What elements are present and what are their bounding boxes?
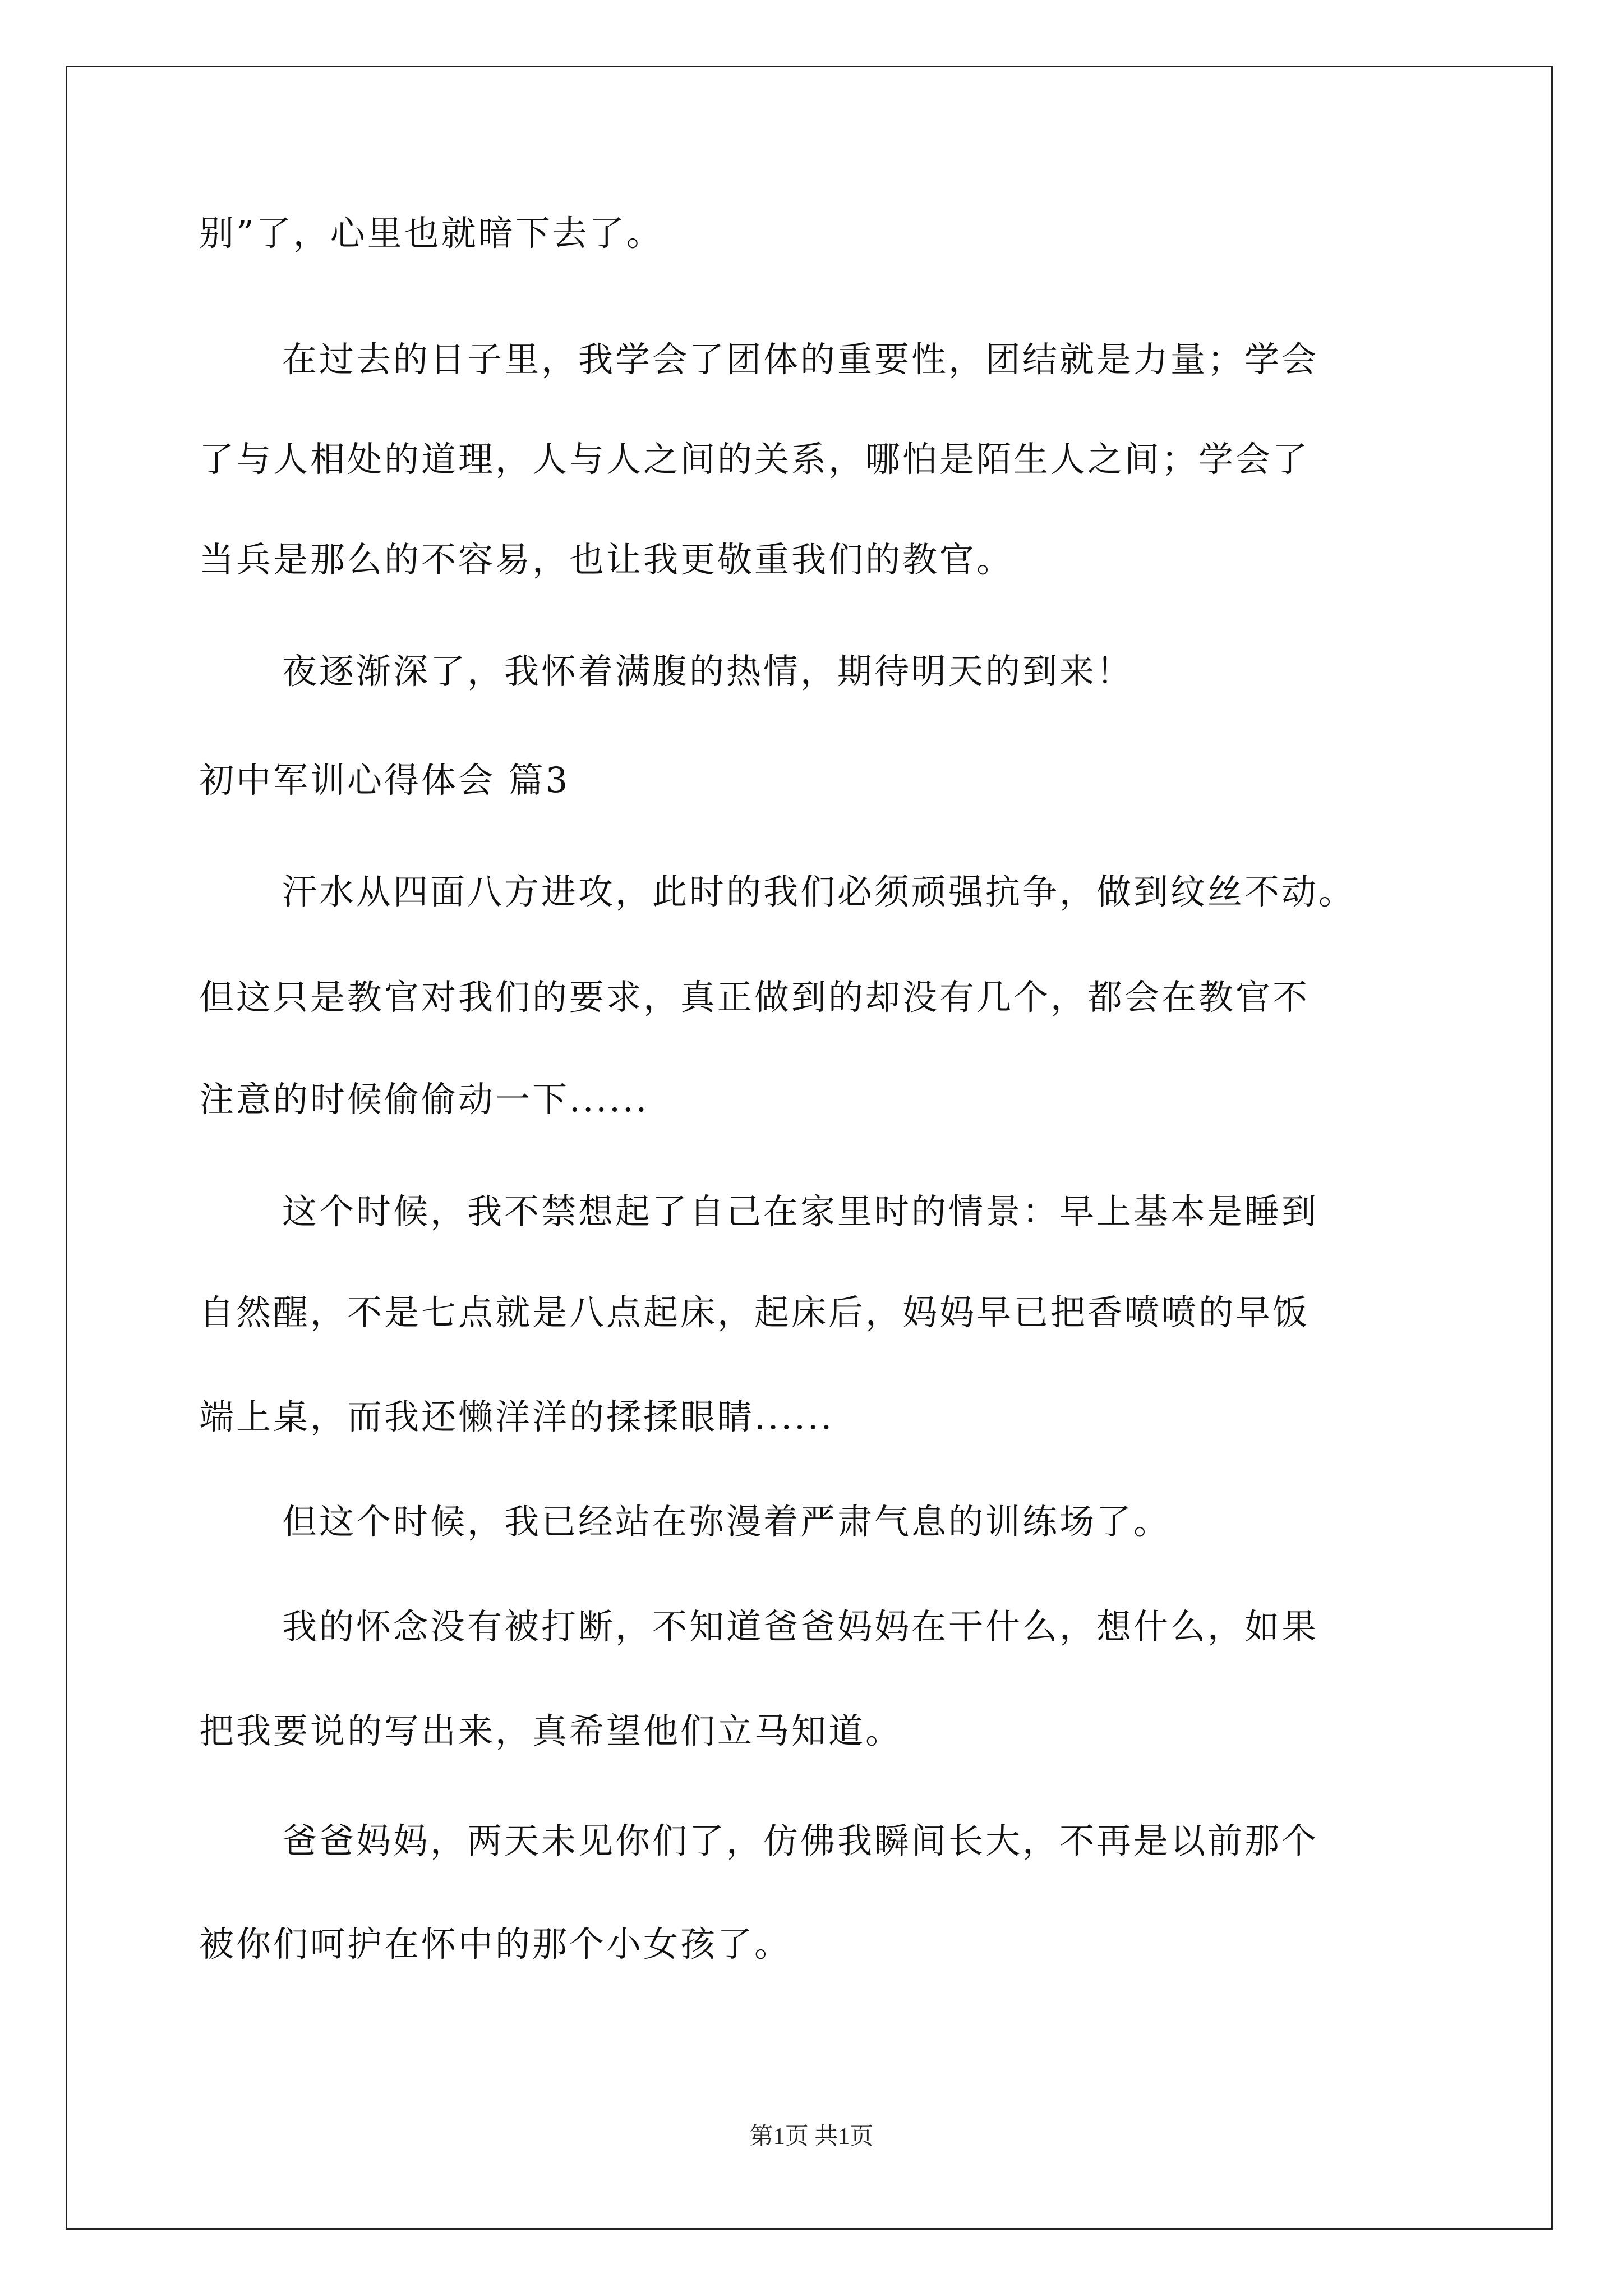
section-heading: 初中军训心得体会 篇3 [199, 760, 570, 800]
page-footer: 第1页 共1页 [749, 2124, 874, 2150]
text-line: 当兵是那么的不容易，也让我更敬重我们的教官。 [199, 539, 1014, 580]
paragraph-line: 但这个时候，我已经站在弥漫着严肃气息的训练场了。 [282, 1501, 1171, 1542]
text-line: 被你们呵护在怀中的那个小女孩了。 [199, 1924, 792, 1964]
text-line: 端上桌，而我还懒洋洋的揉揉眼睛...... [199, 1396, 834, 1437]
paragraph-line: 夜逐渐深了，我怀着满腹的热情，期待明天的到来！ [282, 651, 1134, 692]
paragraph-line: 这个时候，我不禁想起了自己在家里时的情景：早上基本是睡到 [282, 1191, 1319, 1232]
text-line: 了与人相处的道理，人与人之间的关系，哪怕是陌生人之间；学会了 [199, 439, 1310, 480]
text-line: 把我要说的写出来，真希望他们立马知道。 [199, 1710, 903, 1751]
paragraph-line: 在过去的日子里，我学会了团体的重要性，团结就是力量；学会 [282, 339, 1319, 380]
paragraph-line: 爸爸妈妈，两天未见你们了，仿佛我瞬间长大，不再是以前那个 [282, 1820, 1319, 1861]
page-border [66, 66, 1553, 2230]
paragraph-line: 汗水从四面八方进攻，此时的我们必须顽强抗争，做到纹丝不动。 [282, 871, 1356, 912]
text-line: 但这只是教官对我们的要求，真正做到的却没有几个，都会在教官不 [199, 977, 1310, 1018]
paragraph-line: 我的怀念没有被打断，不知道爸爸妈妈在干什么，想什么，如果 [282, 1606, 1319, 1647]
text-line: 自然醒，不是七点就是八点起床，起床后，妈妈早已把香喷喷的早饭 [199, 1292, 1310, 1333]
text-line: 别”了，心里也就暗下去了。 [199, 213, 663, 254]
text-line: 注意的时候偷偷动一下...... [199, 1079, 649, 1120]
